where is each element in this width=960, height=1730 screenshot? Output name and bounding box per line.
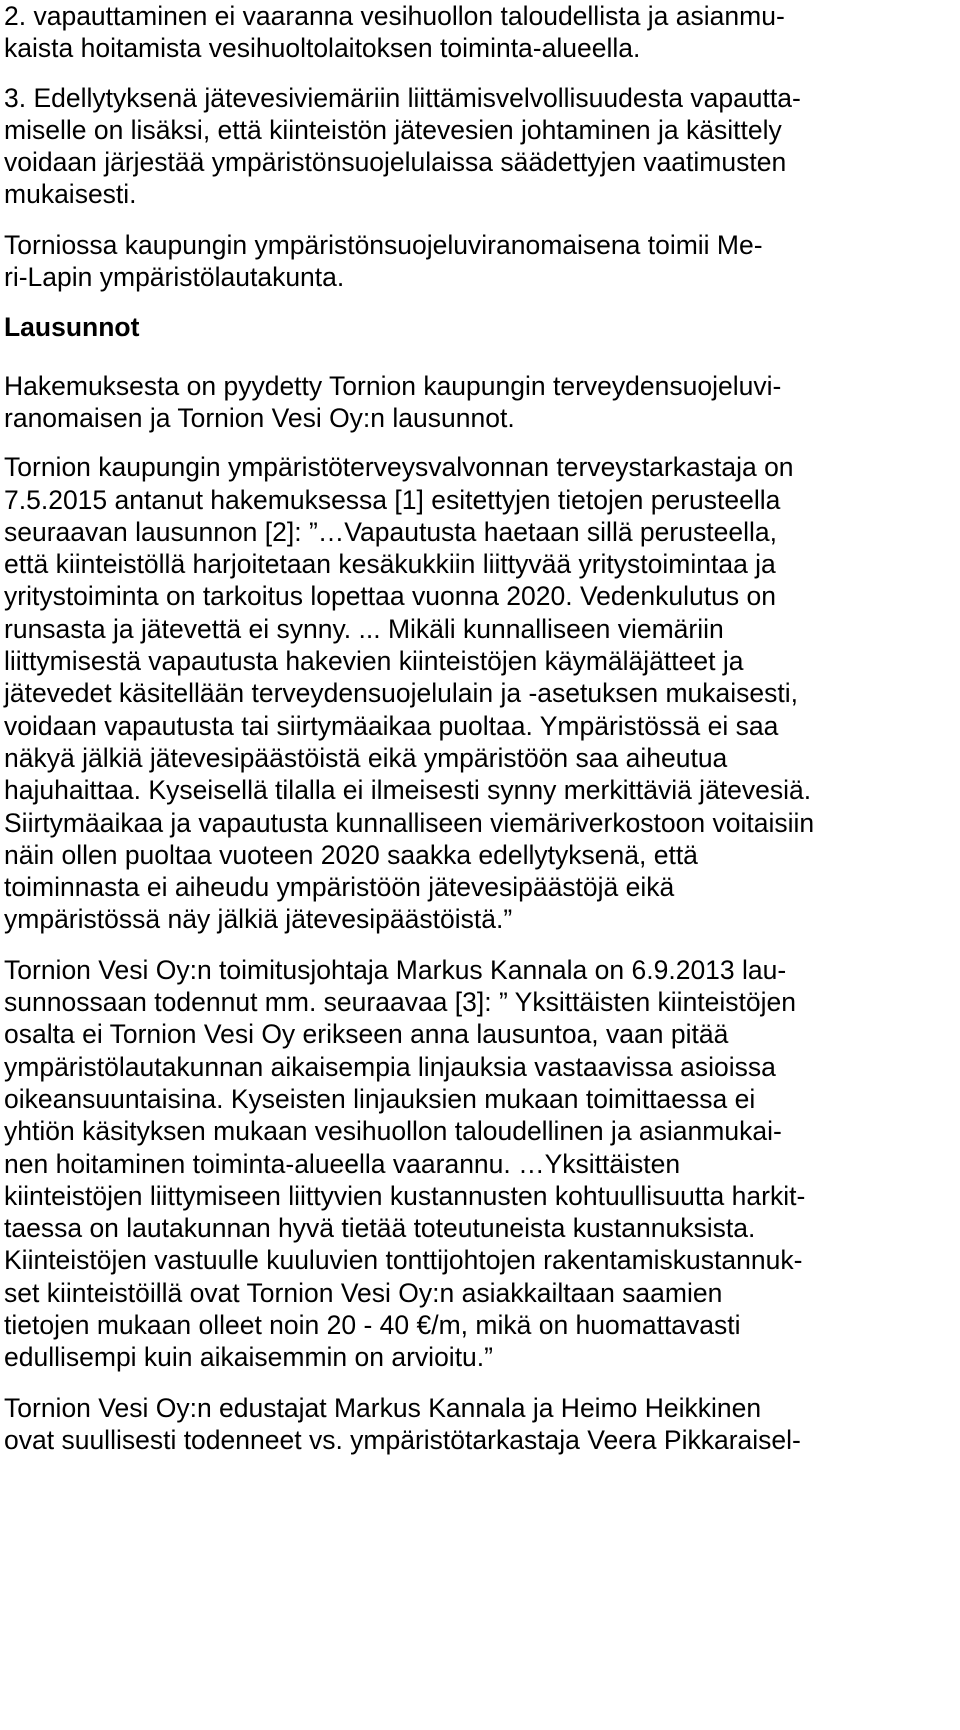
text-line: edullisempi kuin aikaisemmin on arvioitu.” — [4, 1342, 493, 1373]
text-line: Kiinteistöjen vastuulle kuuluvien tonttijohtojen rakentamiskustannuk- — [4, 1245, 803, 1276]
text-line: näkyä jälkiä jätevesipäästöistä eikä ympäristöön saa aiheutua — [4, 742, 728, 773]
text-line: näin ollen puoltaa vuoteen 2020 saakka edellytyksenä, että — [4, 839, 698, 870]
text-line: ympäristössä näy jälkiä jätevesipäästöistä.” — [4, 904, 513, 935]
text-line: nen hoitaminen toiminta-alueella vaarannu. …Yksittäisten — [4, 1148, 681, 1179]
text-line: toiminnasta ei aiheudu ympäristöön jätevesipäästöjä eikä — [4, 872, 675, 903]
text-line: seuraavan lausunnon [2]: ”…Vapautusta haetaan sillä perusteella, — [4, 516, 777, 547]
text-line: kaista hoitamista vesihuoltolaitoksen toiminta-alueella. — [4, 33, 641, 64]
text-line: tietojen mukaan olleet noin 20 - 40 €/m, mikä on huomattavasti — [4, 1309, 741, 1340]
text-line: oikeansuuntaisina. Kyseisten linjauksien mukaan toimittaessa ei — [4, 1083, 756, 1114]
text-line: jätevedet käsitellään terveydensuojelulain ja -asetuksen mukaisesti, — [4, 678, 798, 709]
text-line: 7.5.2015 antanut hakemuksessa [1] esitettyjen tietojen perusteella — [4, 484, 781, 515]
text-line: Tornion Vesi Oy:n edustajat Markus Kannala ja Heimo Heikkinen — [4, 1392, 762, 1423]
text-line: taessa on lautakunnan hyvä tietää toteutuneista kustannuksista. — [4, 1213, 756, 1244]
text-line: voidaan järjestää ympäristönsuojelulaissa säädettyjen vaatimusten — [4, 147, 787, 178]
water-utility-statement — [4, 954, 954, 1374]
text-line: ranomaisen ja Tornion Vesi Oy:n lausunnot. — [4, 402, 515, 433]
text-line: Siirtymäaikaa ja vapautusta kunnalliseen viemäriverkostoon voitaisiin — [4, 807, 815, 838]
statements-intro-paragraph — [4, 370, 954, 435]
text-line: liittymisestä vapautusta hakevien kiinteistöjen käymäläjätteet ja — [4, 646, 744, 677]
text-line: yritystoiminta on tarkoitus lopettaa vuonna 2020. Vedenkulutus on — [4, 581, 776, 612]
document-page — [4, 0, 954, 1456]
text-line: mukaisesti. — [4, 179, 137, 210]
text-line: Hakemuksesta on pyydetty Tornion kaupungin terveydensuojeluvi- — [4, 370, 782, 401]
section-heading — [4, 311, 954, 343]
text-line: hajuhaittaa. Kyseisellä tilalla ei ilmeisesti synny merkittäviä jätevesiä. — [4, 775, 812, 806]
text-line: ympäristölautakunnan aikaisempia linjauksia vastaavissa asioissa — [4, 1051, 776, 1082]
text-line: Tornion kaupungin ympäristöterveysvalvonnan terveystarkastaja on — [4, 452, 794, 483]
text-line: 3. Edellytyksenä jätevesiviemäriin liittämisvelvollisuudesta vapautta- — [4, 82, 801, 113]
text-line: runsasta ja jätevettä ei synny. ... Mikäli kunnalliseen viemäriin — [4, 613, 724, 644]
list-item-2 — [4, 0, 954, 65]
text-line: yhtiön käsityksen mukaan vesihuollon taloudellinen ja asianmukai- — [4, 1116, 782, 1147]
text-line: kiinteistöjen liittymiseen liittyvien kustannusten kohtuullisuutta harkit- — [4, 1180, 806, 1211]
health-inspector-statement — [4, 451, 954, 935]
text-line: Tornion Vesi Oy:n toimitusjohtaja Markus Kannala on 6.9.2013 lau- — [4, 954, 787, 985]
text-line: miselle on lisäksi, että kiinteistön jätevesien johtaminen ja käsittely — [4, 114, 782, 145]
text-line: 2. vapauttaminen ei vaaranna vesihuollon taloudellista ja asianmu- — [4, 1, 785, 31]
text-line: set kiinteistöillä ovat Tornion Vesi Oy:n asiakkailtaan saamien — [4, 1277, 723, 1308]
text-line: voidaan vapautusta tai siirtymäaikaa puoltaa. Ympäristössä ei saa — [4, 710, 779, 741]
text-line: ovat suullisesti todenneet vs. ympäristötarkastaja Veera Pikkaraisel- — [4, 1424, 801, 1455]
section-heading-text: Lausunnot — [4, 312, 140, 343]
text-line: sunnossaan todennut mm. seuraavaa [3]: ” Yksittäisten kiinteistöjen — [4, 987, 797, 1018]
text-line: että kiinteistöllä harjoitetaan kesäkukkiin liittyvää yritystoimintaa ja — [4, 549, 776, 580]
text-line: osalta ei Tornion Vesi Oy erikseen anna lausuntoa, vaan pitää — [4, 1019, 729, 1050]
list-item-3 — [4, 82, 954, 211]
text-line: ri-Lapin ympäristölautakunta. — [4, 262, 345, 293]
text-line: Torniossa kaupungin ympäristönsuojeluviranomaisena toimii Me- — [4, 229, 763, 260]
representatives-paragraph — [4, 1392, 954, 1457]
authority-paragraph — [4, 229, 954, 294]
